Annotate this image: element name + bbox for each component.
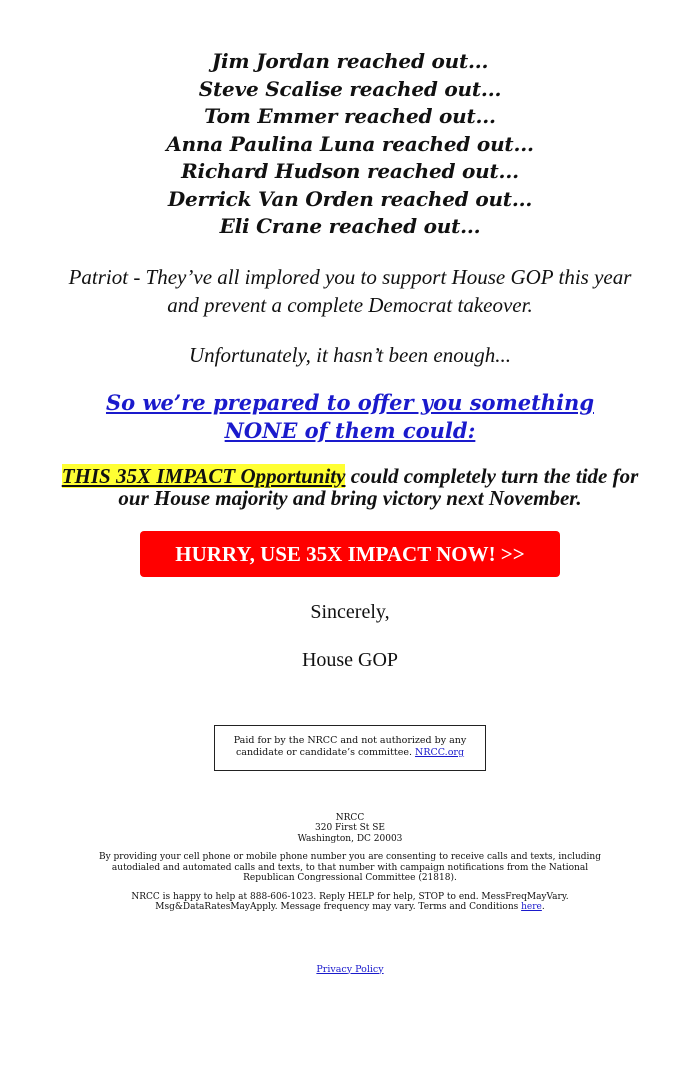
help-period: . — [541, 902, 545, 912]
name-line: Anna Paulina Luna reached out... — [166, 131, 534, 156]
offer-link[interactable]: So we’re prepared to offer you something NONE of them could: — [105, 389, 594, 443]
help-text: NRCC is happy to help at 888-606-1023. Reply HELP for help, STOP to end. MessFreqMayVary. Msg&DataRatesMayApply. Message frequency may vary. Terms and Conditions — [131, 891, 569, 912]
name-line: Tom Emmer reached out... — [204, 104, 496, 128]
terms-link[interactable]: here — [521, 902, 542, 912]
reached-out-list — [0, 48, 700, 241]
unfortunately-paragraph: Unfortunately, it hasn’t been enough... — [189, 342, 511, 367]
cta-button[interactable]: HURRY, USE 35X IMPACT NOW! >> — [140, 531, 560, 577]
privacy-policy-link[interactable]: Privacy Policy — [316, 963, 384, 975]
consent-text: By providing your cell phone or mobile phone number you are consenting to receive calls and texts, including autodialed and automated calls and texts, to that number with campaign notifications from the National Republican Congressional Committee (21818). — [98, 852, 601, 883]
patriot-paragraph: Patriot - They’ve all implored you to support House GOP this year and prevent a complete Democrat takeover. — [68, 264, 632, 317]
name-line: Jim Jordan reached out... — [211, 49, 489, 73]
footer-city: Washington, DC 20003 — [297, 833, 403, 844]
impact-rest-text: could completely turn the tide for our House majority and bring victory next November. — [118, 463, 639, 510]
disclaimer-text: Paid for by the NRCC and not authorized by any candidate or candidate’s committee. — [233, 734, 467, 758]
paid-for-disclaimer — [214, 725, 486, 771]
footer-address — [0, 813, 700, 845]
nrcc-link[interactable]: NRCC.org — [415, 746, 465, 758]
name-line: Eli Crane reached out... — [219, 214, 481, 238]
help-text-block — [110, 892, 590, 913]
name-line: Steve Scalise reached out... — [198, 76, 502, 101]
name-line: Richard Hudson reached out... — [181, 159, 519, 183]
privacy-block — [0, 965, 700, 976]
impact-paragraph — [50, 465, 650, 509]
footer-org: NRCC — [335, 812, 365, 823]
name-line: Derrick Van Orden reached out... — [167, 186, 533, 211]
signature: House GOP — [301, 648, 399, 671]
footer-street: 320 First St SE — [315, 823, 385, 833]
sincerely-text: Sincerely, — [310, 600, 390, 623]
impact-highlight-link[interactable]: THIS 35X IMPACT Opportunity — [61, 463, 346, 488]
